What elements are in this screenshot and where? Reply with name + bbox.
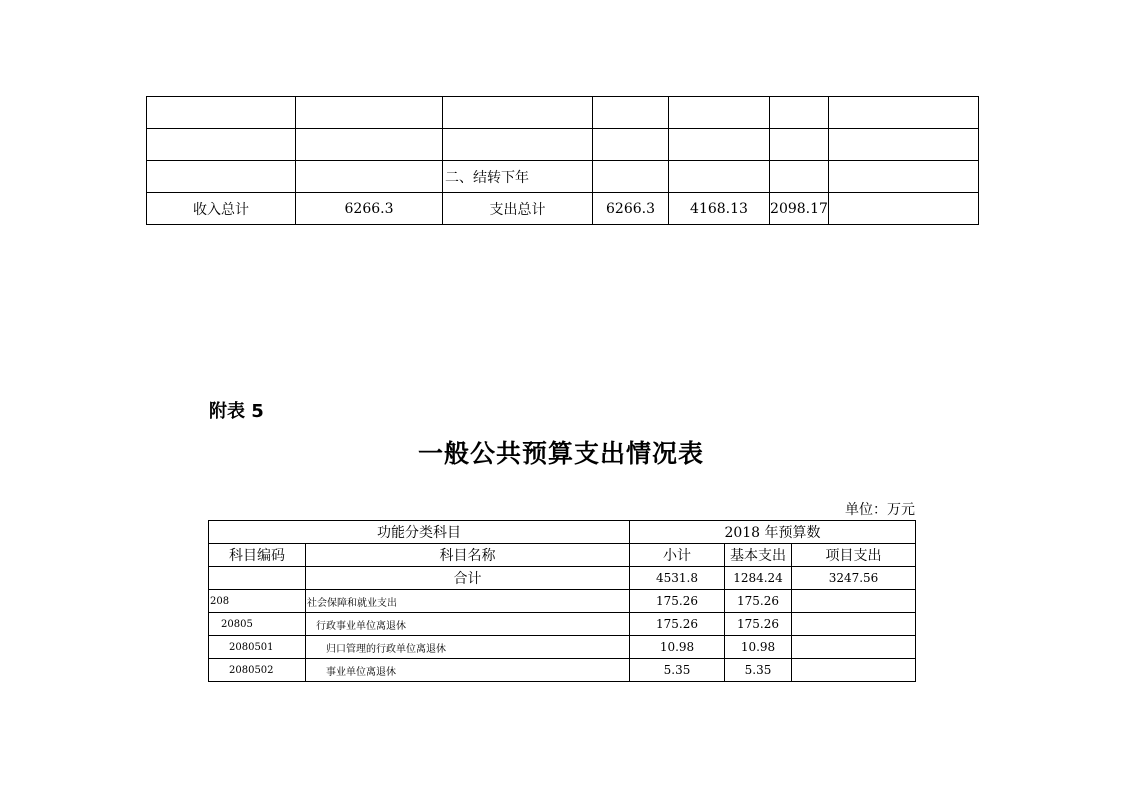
row-name: 行政事业单位离退休 <box>306 613 630 636</box>
row-basic: 175.26 <box>725 590 792 613</box>
row-code: 2080502 <box>209 659 306 682</box>
column-header-code: 科目编码 <box>209 544 306 567</box>
column-header-project: 项目支出 <box>792 544 916 567</box>
table-row <box>147 97 979 129</box>
column-header-subtotal: 小计 <box>630 544 725 567</box>
total-project: 3247.56 <box>792 567 916 590</box>
row-code: 2080501 <box>209 636 306 659</box>
table-row <box>209 613 916 636</box>
general-budget-expenditure-table <box>208 520 916 682</box>
row-name: 社会保障和就业支出 <box>306 590 630 613</box>
income-expense-summary-table <box>146 96 979 225</box>
column-header-basic: 基本支出 <box>725 544 792 567</box>
header-group-row <box>209 521 916 544</box>
row-name: 事业单位离退休 <box>306 659 630 682</box>
row-basic: 10.98 <box>725 636 792 659</box>
row-code: 20805 <box>209 613 306 636</box>
annex-label: 附表 5 <box>209 401 264 422</box>
carryover-label: 二、结转下年 <box>443 161 593 193</box>
column-header-name: 科目名称 <box>306 544 630 567</box>
total-row <box>209 567 916 590</box>
page-title: 一般公共预算支出情况表 <box>417 439 704 468</box>
row-code: 208 <box>209 590 306 613</box>
row-subtotal: 5.35 <box>630 659 725 682</box>
table-row <box>147 129 979 161</box>
row-subtotal: 175.26 <box>630 590 725 613</box>
header-budget-year: 2018 年预算数 <box>630 521 916 544</box>
row-project <box>792 659 916 682</box>
row-name: 归口管理的行政单位离退休 <box>306 636 630 659</box>
table-row <box>209 659 916 682</box>
row-project <box>792 636 916 659</box>
header-columns-row <box>209 544 916 567</box>
total-label: 合计 <box>306 567 630 590</box>
expense-value-b: 2098.17 <box>770 193 829 225</box>
unit-label: 单位：万元 <box>845 502 915 518</box>
row-basic: 5.35 <box>725 659 792 682</box>
income-total-value: 6266.3 <box>296 193 443 225</box>
income-total-label: 收入总计 <box>147 193 296 225</box>
totals-row <box>147 193 979 225</box>
total-subtotal: 4531.8 <box>630 567 725 590</box>
table-row <box>209 636 916 659</box>
row-project <box>792 590 916 613</box>
table-row <box>147 161 979 193</box>
expense-value-a: 4168.13 <box>669 193 770 225</box>
table-row <box>209 590 916 613</box>
row-subtotal: 10.98 <box>630 636 725 659</box>
row-subtotal: 175.26 <box>630 613 725 636</box>
header-functional-classification: 功能分类科目 <box>209 521 630 544</box>
row-project <box>792 613 916 636</box>
expense-total-label: 支出总计 <box>443 193 593 225</box>
expense-total-value: 6266.3 <box>593 193 669 225</box>
row-basic: 175.26 <box>725 613 792 636</box>
total-basic: 1284.24 <box>725 567 792 590</box>
